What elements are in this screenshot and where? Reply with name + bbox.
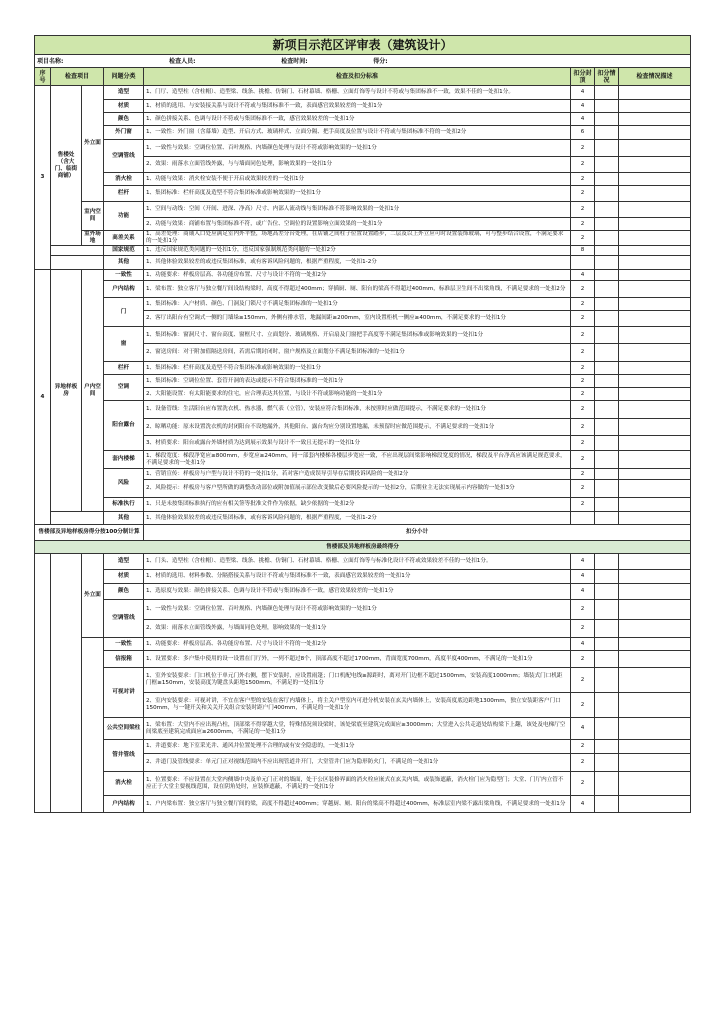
deduct-status-cell [595, 469, 619, 480]
section-name [51, 554, 82, 813]
category-cell: 风险 [104, 469, 144, 498]
table-row [35, 126, 691, 140]
deduct-status-cell [595, 157, 619, 173]
col-deduct-status: 扣分情况 [595, 68, 619, 86]
category-cell: 其他 [104, 512, 144, 525]
blank-cell [51, 246, 104, 256]
table-row [35, 256, 691, 270]
blank-cell [51, 512, 104, 525]
deduct-status-cell [595, 113, 619, 126]
deduct-status-cell [595, 311, 619, 327]
standard-cell: 1、功能要求：样板房层高、各功能房布置、尺寸与设计不符的一处扣2分 [144, 270, 571, 281]
category-cell: 一致性 [104, 638, 144, 651]
deduct-cell: 2 [571, 327, 595, 344]
standard-cell: 1、颜色拼接关系、色调与设计不符或与集团标准不一致，感官效果较差的一处扣1分 [144, 113, 571, 126]
deduct-cell: 2 [571, 754, 595, 772]
table-row [35, 202, 691, 218]
subsection-blank [82, 638, 104, 813]
page-title: 新项目示范区评审表（建筑设计） [35, 36, 691, 55]
deduct-cell: 4 [571, 718, 595, 740]
desc-cell [619, 218, 691, 231]
desc-cell [619, 480, 691, 498]
deduct-cell [571, 256, 595, 270]
deduct-status-cell [595, 140, 619, 157]
deduct-cell: 2 [571, 157, 595, 173]
category-cell: 户内结构 [104, 796, 144, 813]
category-cell: 套内楼梯 [104, 451, 144, 469]
category-cell: 国家规范 [104, 246, 144, 256]
category-cell: 门 [104, 298, 144, 327]
desc-cell [619, 718, 691, 740]
table-row [35, 512, 691, 525]
desc-cell [619, 281, 691, 298]
desc-cell [619, 140, 691, 157]
subsection-outdoor: 室外场地 [82, 231, 104, 246]
table-row [35, 469, 691, 480]
deduct-status-cell [595, 231, 619, 246]
deduct-cell: 2 [571, 388, 595, 401]
deduct-status-cell [595, 436, 619, 451]
table-row [35, 140, 691, 157]
category-cell: 空调管线 [104, 600, 144, 638]
category-cell: 功能 [104, 202, 144, 231]
category-cell: 其他 [104, 256, 144, 270]
category-cell: 材质 [104, 570, 144, 584]
table-row [35, 375, 691, 388]
desc-cell [619, 202, 691, 218]
col-deduct: 扣分封顶 [571, 68, 595, 86]
deduct-status-cell [595, 86, 619, 100]
table-row [35, 113, 691, 126]
standard-cell: 1、选原度与效果：颜色拼接关系、色调与设计不符或与集团标准不一致，感官效果较差的一处扣1分 [144, 584, 571, 600]
desc-cell [619, 256, 691, 270]
standard-cell: 1、集团标准：窗洞尺寸、窗台高度、窗框尺寸、立面划分、玻璃规格、开启扇及门窗把手高度等不满足集团标准或影响效果的一处扣1分 [144, 327, 571, 344]
table-row [35, 570, 691, 584]
desc-cell [619, 270, 691, 281]
standard-cell: 1、只是未按集团标准执行的应有相关签等批准文件作为依据，缺少依据的一处扣2分 [144, 498, 571, 512]
category-cell: 空调 [104, 375, 144, 401]
time-label: 检查时间: [281, 57, 308, 65]
deduct-status-cell [595, 740, 619, 754]
deduct-status-cell [595, 186, 619, 202]
deduct-cell: 4 [571, 554, 595, 570]
desc-cell [619, 186, 691, 202]
category-cell: 阳台露台 [104, 401, 144, 451]
table-row [35, 796, 691, 813]
table-row [35, 327, 691, 344]
category-cell: 外门窗 [104, 126, 144, 140]
col-desc: 检查情况描述 [619, 68, 691, 86]
table-row [35, 298, 691, 311]
deduct-cell: 2 [571, 772, 595, 796]
col-standard: 检查及扣分标准 [144, 68, 571, 86]
deduct-cell: 2 [571, 186, 595, 202]
deduct-cell: 2 [571, 344, 595, 362]
standard-cell: 1、其他体验效果较差的或违反集团标准，或有客诉风险问题的，根据严重程度，一处扣1-2分 [144, 256, 571, 270]
category-cell: 公共空间梁柱 [104, 718, 144, 740]
desc-cell [619, 693, 691, 718]
table-row [35, 651, 691, 668]
desc-cell [619, 498, 691, 512]
table-row [35, 554, 691, 570]
review-table [34, 35, 691, 813]
deduct-status-cell [595, 388, 619, 401]
standard-cell: 2、功能与效果：商铺布置与集团标准不符，或广告位、空调位的设置影响立面效果的一处扣1分 [144, 218, 571, 231]
deduct-cell: 2 [571, 202, 595, 218]
category-cell: 颜色 [104, 584, 144, 600]
standard-cell: 1、室外安装要求：门口机位于单元门外右侧，摆下安装时，应设置雨篷；门口机配电线≥源距时，离对开门边框不超过1500mm，安装高度1000mm；墙装式门口机距门框≥150mm，安装高度为键盘头距地1500mm，不满足的一处扣1分 [144, 668, 571, 693]
col-seq: 序号 [35, 68, 51, 86]
desc-cell [619, 772, 691, 796]
standard-cell: 1、其他体验效果较差的或违反集团标准，或有客诉风险问题的，根据严重程度，一处扣1-2分 [144, 512, 571, 525]
deduct-status-cell [595, 344, 619, 362]
deduct-status-cell [595, 327, 619, 344]
desc-cell [619, 668, 691, 693]
standard-cell: 1、一致性与效果：空调位位置、百叶规格、内墙颜色处理与设计不符或影响效果的一处扣1分 [144, 140, 571, 157]
desc-cell [619, 157, 691, 173]
standard-cell: 2、晾晒功能：原未设置洗衣机的封闭阳台不设地漏外，其他阳台、露台均应分别设置地漏，未预留时应做范围提示，不满足要求的一处扣1分 [144, 419, 571, 436]
deduct-cell: 2 [571, 375, 595, 388]
desc-cell [619, 796, 691, 813]
deduct-status-cell [595, 620, 619, 638]
desc-cell [619, 451, 691, 469]
deduct-status-cell [595, 651, 619, 668]
standard-cell: 2、风险提示：样板房与客户型所做的调整改动部位或附加值展示部位改变做后必要风险提示的一处扣2分，后期业主无法实现展示内容做的一处扣3分 [144, 480, 571, 498]
deduct-status-cell [595, 554, 619, 570]
final-score-label: 售楼部及异地样板房最终得分 [35, 541, 691, 554]
desc-cell [619, 246, 691, 256]
standard-cell: 2、效果：雨落水立面管线外露，与墙面同色处理，影响效果的一处扣1分 [144, 620, 571, 638]
deduct-status-cell [595, 512, 619, 525]
col-item: 检查项目 [51, 68, 104, 86]
deduct-cell: 6 [571, 126, 595, 140]
deduct-cell: 4 [571, 796, 595, 813]
deduct-status-cell [595, 796, 619, 813]
deduct-status-cell [595, 419, 619, 436]
standard-cell: 1、一致性：外门窗（含幕墙）造型、开启方式、玻璃样式、立面分隔、把手高度及位置与设计不符或与集团标准不符的一处扣2分 [144, 126, 571, 140]
standard-cell: 1、位置要求：不应设置在大堂内侧墙中央及单元门正对的墙面，处于公区装修界面的消火栓应嵌式在玄关内墙，或装饰遮蔽，消火栓门应为隐型门；大堂、门厅内立管不应正于大堂主要视线范围，设在阴角处时，应装修遮蔽，不满足的一处扣1分 [144, 772, 571, 796]
deduct-cell: 4 [571, 638, 595, 651]
desc-cell [619, 388, 691, 401]
deduct-status-cell [595, 218, 619, 231]
deduct-cell: 2 [571, 498, 595, 512]
standard-cell: 1、材质的选用、材料参数、分隔搭接关系与设计不符或与集团标准不一致，表面感官效果较差的一处扣1分 [144, 570, 571, 584]
deduct-cell: 2 [571, 651, 595, 668]
standard-cell: 2、井道门及管线要求：单元门正对视线范围内不应出现管道井开门，大堂管井门应为隐形防火门，不满足的一处扣1分 [144, 754, 571, 772]
table-row [35, 401, 691, 419]
desc-cell [619, 126, 691, 140]
desc-cell [619, 419, 691, 436]
standard-cell: 1、高差处理：商铺入口处应满足室内外平整，场地高差分台处理，在店铺之间柱子位置设置踏步，二层及以上外立应可时设置装饰玻璃，可与整步结合设置，不满足要求的一处扣1分 [144, 231, 571, 246]
desc-cell [619, 620, 691, 638]
standard-cell: 1、户内梁布置：独立客厅与独立餐厅间的梁，高度不得超过400mm；穿越厨、厕、阳台的梁高不得超过400mm，标准层室内梁不露出梁角线，不满足要求的一处扣1分 [144, 796, 571, 813]
deduct-status-cell [595, 246, 619, 256]
table-row [35, 740, 691, 754]
desc-cell [619, 554, 691, 570]
inspector-label: 检查人员: [169, 57, 196, 65]
category-cell: 标准执行 [104, 498, 144, 512]
standard-cell: 1、集团标准：栏杆高度及造型不符合集团标准或影响效果的一处扣1分 [144, 186, 571, 202]
standard-cell: 1、设备管线：生活阳台应布置洗衣机、热水器，燃气表（立管），安装应符合集团标准，未按照时应做范围提示，不满足要求的一处扣1分 [144, 401, 571, 419]
standard-cell: 1、梁布置：大堂内不应出现凸柱，顶部梁不得穿越大堂，特殊情况须设梁时，该处梁底至建筑完成面应≥3000mm；大堂进入公共走道处结构梁下上翻，该处及电梯厅空间梁底至建筑完成面应≥2600mm，不满足的一处扣1分 [144, 718, 571, 740]
deduct-status-cell [595, 256, 619, 270]
deduct-cell: 2 [571, 140, 595, 157]
project-name-label: 项目名称: [37, 57, 64, 65]
section-name: 异地样板房 [51, 270, 82, 512]
section-number: 3 [35, 86, 51, 270]
deduct-cell: 2 [571, 173, 595, 186]
subsection-exterior: 外立面 [82, 554, 104, 638]
subsection-indoor: 室内空间 [82, 202, 104, 231]
standard-cell: 1、营销宣传：样板房与户型与设计不符的一处扣1分，若对客户造成误导引导存后期投诉风险的一处扣2分 [144, 469, 571, 480]
subtotal-row [35, 525, 691, 541]
category-cell: 栏杆 [104, 186, 144, 202]
standard-cell: 1、梯段宽度：梯段净宽应≥800mm，步宽应≥240mm，同一部套内楼梯各楼层步宽应一致，不应出现层间梁影响梯段宽度的情况，梯段及平台净高应该满足规范要求，不满足要求的一处扣1分 [144, 451, 571, 469]
deduct-status-cell [595, 498, 619, 512]
standard-cell: 1、空间与动线：空间（开间、进深、净高）尺寸、内部人流动线与集团标准不符影响效果的一处扣1分 [144, 202, 571, 218]
standard-cell: 1、功能要求：样板房层高、各功能房布置、尺寸与设计不符的一处扣2分 [144, 638, 571, 651]
category-cell: 一致性 [104, 270, 144, 281]
deduct-cell: 4 [571, 113, 595, 126]
deduct-cell: 2 [571, 480, 595, 498]
standard-cell: 1、井道要求：地下室采光井、通风井位置处理不合理的或有安全隐患的，一处扣1分 [144, 740, 571, 754]
category-cell: 材质 [104, 100, 144, 113]
desc-cell [619, 327, 691, 344]
deduct-status-cell [595, 600, 619, 620]
standard-cell: 2、窗送房间：对于附加值隔送房间，若需后期封闭时，窗户规格及立面划分不满足集团标准的一处扣1分 [144, 344, 571, 362]
category-cell: 可视对讲 [104, 668, 144, 718]
deduct-status-cell [595, 202, 619, 218]
table-row [35, 718, 691, 740]
deduct-status-cell [595, 668, 619, 693]
category-cell: 造型 [104, 554, 144, 570]
deduct-cell: 2 [571, 298, 595, 311]
deduct-cell: 4 [571, 270, 595, 281]
standard-cell: 1、梁布置：独立客厅与独立餐厅间设结构梁时，高度不得超过400mm；穿插厨、厕、阳台的梁高不得超过400mm，标准层卫生间不出梁角线，不满足要求的一处扣2分 [144, 281, 571, 298]
deduct-cell: 8 [571, 246, 595, 256]
deduct-status-cell [595, 451, 619, 469]
deduct-cell: 2 [571, 419, 595, 436]
deduct-status-cell [595, 570, 619, 584]
deduct-cell: 2 [571, 401, 595, 419]
standard-cell: 1、违反国家规范类问题的一处扣1分，违反国家强制规范类问题的一处扣2分 [144, 246, 571, 256]
desc-cell [619, 298, 691, 311]
deduct-cell: 4 [571, 100, 595, 113]
table-row [35, 246, 691, 256]
deduct-status-cell [595, 126, 619, 140]
category-cell: 信报箱 [104, 651, 144, 668]
desc-cell [619, 469, 691, 480]
section-number: 4 [35, 270, 51, 525]
deduct-cell: 2 [571, 281, 595, 298]
deduct-cell: 2 [571, 620, 595, 638]
table-row [35, 668, 691, 693]
deduct-status-cell [595, 718, 619, 740]
desc-cell [619, 375, 691, 388]
table-row [35, 451, 691, 469]
desc-cell [619, 584, 691, 600]
deduct-status-cell [595, 754, 619, 772]
subsection-indoor: 户内空间 [82, 270, 104, 512]
table-row [35, 270, 691, 281]
standard-cell: 1、集团标准：栏杆高度及造型不符合集团标准或影响效果的一处扣1分 [144, 362, 571, 375]
subsection-exterior: 外立面 [82, 86, 104, 202]
table-row [35, 498, 691, 512]
desc-cell [619, 231, 691, 246]
category-cell: 造型 [104, 86, 144, 100]
info-row [35, 55, 691, 68]
deduct-cell [571, 512, 595, 525]
subtotal-label: 售楼部及异地样板房得分按100分制计算 [35, 525, 144, 541]
deduct-subtotal: 扣分小计 [144, 525, 691, 541]
blank-cell [51, 256, 104, 270]
deduct-status-cell [595, 270, 619, 281]
desc-cell [619, 512, 691, 525]
table-row [35, 86, 691, 100]
deduct-cell: 2 [571, 436, 595, 451]
deduct-cell: 2 [571, 469, 595, 480]
table-row [35, 100, 691, 113]
deduct-cell: 2 [571, 218, 595, 231]
deduct-cell: 2 [571, 311, 595, 327]
score-label: 得分: [373, 57, 388, 65]
deduct-status-cell [595, 375, 619, 388]
deduct-status-cell [595, 298, 619, 311]
desc-cell [619, 754, 691, 772]
deduct-cell: 2 [571, 740, 595, 754]
category-cell: 高差关系 [104, 231, 144, 246]
deduct-cell: 4 [571, 584, 595, 600]
standard-cell: 1、材质的选用、与安装接关系与设计不符或与集团标准不一致，表面感官效果较差的一处扣1分 [144, 100, 571, 113]
desc-cell [619, 113, 691, 126]
standard-cell: 3、材质要求：阳台或露台外墙材质为达到展示效果与设计不一致且无提示的一处扣1分 [144, 436, 571, 451]
section-number [35, 554, 51, 813]
col-category: 问题分类 [104, 68, 144, 86]
category-cell: 消火栓 [104, 173, 144, 186]
deduct-cell: 4 [571, 570, 595, 584]
deduct-cell: 2 [571, 600, 595, 620]
table-row [35, 600, 691, 620]
standard-cell: 1、门头、造型柱（含柱帽）、造型梁、线条、挑檐、仿铜门、石材幕墙、格栅、立面灯饰等与标准化设计不符或效果较差不佳的一处扣1分。 [144, 554, 571, 570]
desc-cell [619, 173, 691, 186]
category-cell: 户内结构 [104, 281, 144, 298]
standard-cell: 1、设置要求：多户集中使用的设一设置在门厅外，一列不超过8个，顶部高度不超过1700mm，背面宽度700mm，高度半度400mm，不满足的一处扣1分 [144, 651, 571, 668]
category-cell: 消火栓 [104, 772, 144, 796]
table-row [35, 173, 691, 186]
table-row [35, 584, 691, 600]
table-row [35, 231, 691, 246]
final-score-row [35, 541, 691, 554]
deduct-status-cell [595, 362, 619, 375]
standard-cell: 1、功能与效果：消火栓安装不便于开启或效果较差的一处扣1分 [144, 173, 571, 186]
deduct-status-cell [595, 693, 619, 718]
desc-cell [619, 100, 691, 113]
standard-cell: 2、客厅出阳台有空调式一侧的门墙垛≥150mm，外侧有排水管，地漏间距≥200mm，室内设置柜机一侧应≥400mm，不满足要求的一处扣1分 [144, 311, 571, 327]
desc-cell [619, 344, 691, 362]
deduct-status-cell [595, 281, 619, 298]
desc-cell [619, 311, 691, 327]
desc-cell [619, 651, 691, 668]
deduct-cell: 2 [571, 693, 595, 718]
desc-cell [619, 740, 691, 754]
standard-cell: 1、集团标准：空调位位置、套管开洞的表达或提示不符合集团标准的一处扣1分 [144, 375, 571, 388]
deduct-cell: 2 [571, 668, 595, 693]
table-row [35, 186, 691, 202]
standard-cell: 1、门厅、造型柱（含柱帽）、造型梁、线条、挑檐、仿铜门、石材幕墙、格栅、立面灯饰等与设计不符或与集团标准不一致，效果不佳的一处扣1分。 [144, 86, 571, 100]
deduct-cell: 2 [571, 451, 595, 469]
standard-cell: 2、室内安装要求：可视对讲，不宜在客户型的安装在客厅内墙体上，将主关户型室内可进分机安装在玄关内墙体上，安装高度底边距地1300mm，独立安装距客户门口150mm，与一键开关和关关开关组合安装时距户门400mm，不满足的一处扣1分 [144, 693, 571, 718]
deduct-status-cell [595, 401, 619, 419]
desc-cell [619, 362, 691, 375]
deduct-cell: 2 [571, 362, 595, 375]
deduct-status-cell [595, 173, 619, 186]
standard-cell: 2、大阳能设置：有太阳能要求的住宅，应合理表达其位置，与设计不符或影响功能的一处扣1分 [144, 388, 571, 401]
table-row [35, 638, 691, 651]
standard-cell: 1、集团标准：入户材质、颜色、门洞及门锁尺寸不满足集团标准的一处扣1分 [144, 298, 571, 311]
table-row [35, 281, 691, 298]
desc-cell [619, 570, 691, 584]
desc-cell [619, 600, 691, 620]
section-name: 售楼处（含大门、临街商铺） [51, 86, 82, 246]
deduct-status-cell [595, 100, 619, 113]
deduct-cell: 2 [571, 231, 595, 246]
deduct-status-cell [595, 772, 619, 796]
desc-cell [619, 86, 691, 100]
deduct-cell: 4 [571, 86, 595, 100]
deduct-status-cell [595, 638, 619, 651]
desc-cell [619, 436, 691, 451]
category-cell: 栏杆 [104, 362, 144, 375]
standard-cell: 1、一致性与效果：空调位位置、百叶规格、内墙颜色处理与设计不符或影响效果的一处扣1分 [144, 600, 571, 620]
category-cell: 窗 [104, 327, 144, 362]
table-row [35, 772, 691, 796]
deduct-status-cell [595, 480, 619, 498]
desc-cell [619, 638, 691, 651]
standard-cell: 2、效果：雨落水立面管线外露，与与墙面同色处理，影响效果的一处扣1分 [144, 157, 571, 173]
deduct-status-cell [595, 584, 619, 600]
category-cell: 空调管线 [104, 140, 144, 173]
category-cell: 管井管线 [104, 740, 144, 772]
desc-cell [619, 401, 691, 419]
category-cell: 颜色 [104, 113, 144, 126]
table-row [35, 362, 691, 375]
